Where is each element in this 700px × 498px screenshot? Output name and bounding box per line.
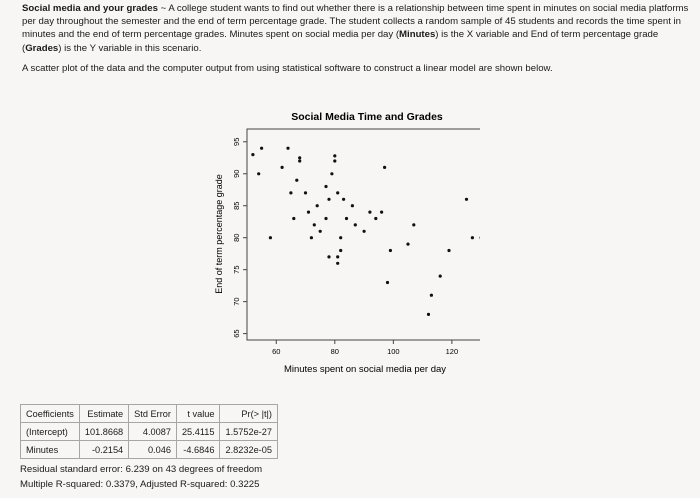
data-point [269, 236, 272, 239]
intro-text-c: ) is the X variable and End of term percentage grade ( [22, 29, 659, 54]
y-tick-label: 80 [232, 233, 241, 242]
data-point [406, 243, 409, 246]
table-row [21, 423, 278, 441]
coefficients-table [20, 404, 278, 459]
table-cell: -0.2154 [79, 441, 128, 459]
problem-intro [22, 2, 692, 75]
y-tick-label: 65 [232, 329, 241, 338]
data-point [327, 198, 330, 201]
data-point [286, 147, 289, 150]
data-point [324, 217, 327, 220]
table-header-cell: Std Error [129, 405, 177, 423]
data-point [333, 159, 336, 162]
x-tick-label: 80 [330, 347, 339, 356]
table-cell: 25.4115 [176, 423, 220, 441]
x-tick-label: 120 [445, 347, 459, 356]
y-axis-label: End of term percentage grade [214, 174, 224, 294]
table-header-cell: Pr(> |t|) [220, 405, 278, 423]
data-point [304, 191, 307, 194]
table-cell: -4.6846 [176, 441, 220, 459]
data-point [319, 230, 322, 233]
data-point [339, 236, 342, 239]
data-point [298, 159, 301, 162]
data-point [310, 236, 313, 239]
data-point [339, 249, 342, 252]
data-point [289, 191, 292, 194]
x-tick-label: 100 [387, 347, 400, 356]
x-variable-name: Minutes [399, 29, 436, 41]
data-point [465, 198, 468, 201]
y-tick-label: 95 [232, 137, 241, 146]
table-header-cell: Estimate [79, 405, 128, 423]
data-point [412, 223, 415, 226]
y-tick-label: 75 [232, 265, 241, 274]
x-axis-label: Minutes spent on social media per day [283, 364, 447, 375]
data-point [342, 198, 345, 201]
data-point [363, 230, 366, 233]
data-point [386, 281, 389, 284]
data-point [354, 223, 357, 226]
data-point [345, 217, 348, 220]
table-cell: 0.046 [129, 441, 177, 459]
x-axis-ticks [272, 340, 458, 356]
data-point [281, 166, 284, 169]
intro-paragraph-2: A scatter plot of the data and the computer output from using statistical software to construct a linear model are shown below. [22, 62, 553, 74]
data-point [447, 249, 450, 252]
data-point [316, 204, 319, 207]
table-header-row [21, 405, 278, 423]
data-point [351, 204, 354, 207]
data-point [330, 172, 333, 175]
data-point [295, 179, 298, 182]
table-cell: (Intercept) [21, 423, 80, 441]
table-header-cell: Coefficients [21, 405, 80, 423]
data-point [333, 154, 336, 157]
y-tick-label: 85 [232, 201, 241, 210]
model-summary [20, 462, 262, 492]
heading-dash: ~ [157, 3, 169, 14]
y-tick-label: 90 [232, 169, 241, 178]
data-point [307, 211, 310, 214]
data-point [336, 262, 339, 265]
data-point [383, 166, 386, 169]
intro-text-e: ) is the Y variable in this scenario. [58, 42, 202, 54]
y-variable-name: Grades [25, 42, 59, 54]
data-point [292, 217, 295, 220]
table-cell: 101.8668 [79, 423, 128, 441]
data-points [251, 147, 480, 316]
x-tick-label: 60 [272, 347, 281, 356]
data-point [480, 236, 481, 239]
table-cell: Minutes [21, 441, 80, 459]
data-point [389, 249, 392, 252]
data-point [374, 217, 377, 220]
data-point [336, 255, 339, 258]
plot-frame [247, 129, 480, 340]
data-point [327, 255, 330, 258]
data-point [368, 211, 371, 214]
table-cell: 1.5752e-27 [220, 423, 278, 441]
scatter-chart [200, 102, 480, 382]
problem-heading: Social media and your grades [22, 3, 158, 14]
data-point [336, 191, 339, 194]
data-point [471, 236, 474, 239]
data-point [298, 156, 301, 159]
data-point [313, 223, 316, 226]
data-point [257, 172, 260, 175]
table-cell: 4.0087 [129, 423, 177, 441]
y-tick-label: 70 [232, 297, 241, 306]
y-axis-ticks [232, 138, 247, 338]
chart-title: Social Media Time and Grades [291, 111, 443, 123]
data-point [430, 294, 433, 297]
intro-text-a: A college student wants to find out whether there is a relationship between time spent in minutes on social media platforms per day throughout the semester and the end of term percentage grade. The student collects a random sample of 45 students and records the time spent in minutes and the end of term percentage grades. Minutes spent on social media per day ( [22, 3, 689, 41]
data-point [427, 313, 430, 316]
table-header-cell: t value [176, 405, 220, 423]
data-point [260, 147, 263, 150]
data-point [324, 185, 327, 188]
intro-paragraph [22, 2, 692, 55]
data-point [251, 153, 254, 156]
table-cell: 2.8232e-05 [220, 441, 278, 459]
data-point [380, 211, 383, 214]
residual-se-text: Residual standard error: 6.239 on 43 degrees of freedom [20, 464, 263, 475]
data-point [439, 275, 442, 278]
table-row [21, 441, 278, 459]
r-squared-text: Multiple R-squared: 0.3379, Adjusted R-squared: 0.3225 [20, 479, 260, 490]
